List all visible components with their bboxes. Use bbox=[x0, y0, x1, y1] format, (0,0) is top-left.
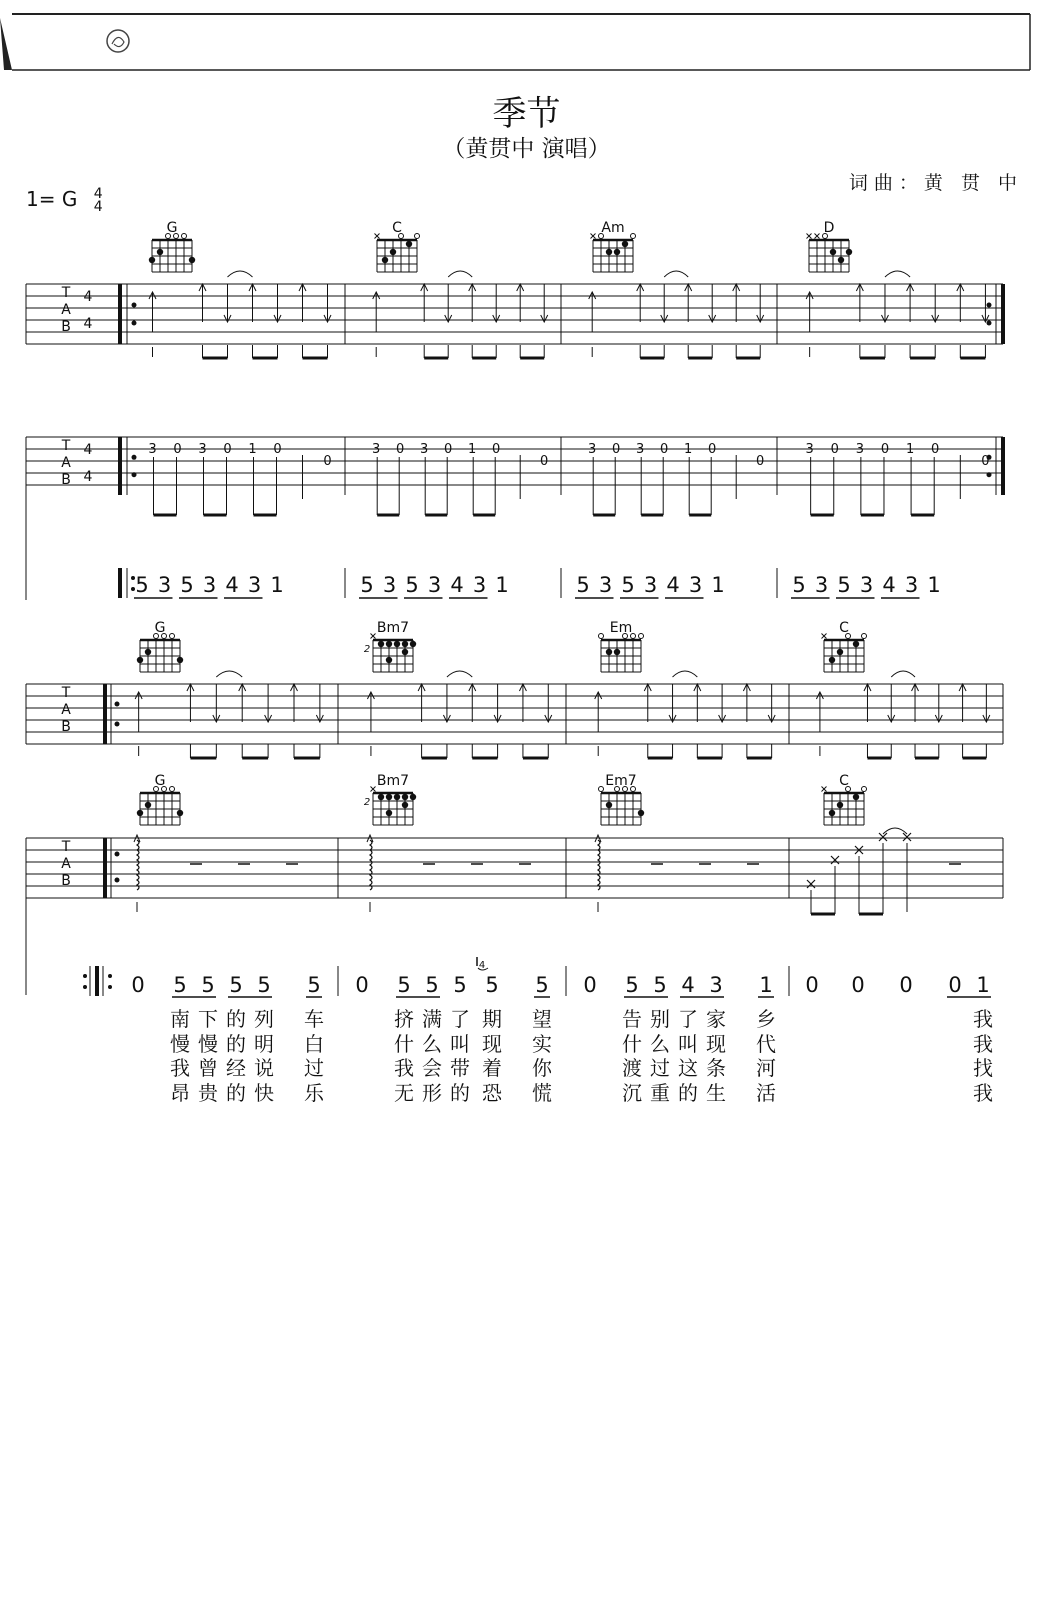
jianpu-note: 3 bbox=[904, 573, 919, 597]
lyric-char: 找 bbox=[973, 1056, 993, 1080]
tab-letter: B bbox=[61, 319, 71, 335]
chord-finger-dot bbox=[846, 249, 852, 255]
chord-name: D bbox=[823, 220, 835, 236]
jianpu-note: 1 bbox=[759, 973, 773, 997]
credits: 词曲：黄 贯 中 bbox=[848, 172, 1023, 194]
lyric-char: 南 bbox=[170, 1007, 190, 1031]
jianpu-note: 5 bbox=[180, 573, 194, 597]
lyric-char: 渡 bbox=[622, 1056, 642, 1080]
lyric-char: 带 bbox=[450, 1056, 470, 1080]
lyric-char: 沉 bbox=[622, 1080, 642, 1105]
tab-letter: T bbox=[61, 839, 71, 855]
lyric-char: 昂 bbox=[170, 1080, 190, 1105]
fret-number: 2 bbox=[363, 644, 371, 655]
fret-number: 2 bbox=[363, 797, 371, 808]
lyric-char: 告 bbox=[622, 1007, 642, 1031]
tab-letter: T bbox=[61, 285, 71, 301]
chord-name: G bbox=[154, 773, 166, 789]
tab-fret-number: 0 bbox=[931, 442, 940, 457]
tab-fret-number: 0 bbox=[323, 454, 332, 469]
chord-finger-dot bbox=[402, 641, 408, 647]
chord-finger-dot bbox=[838, 257, 844, 263]
chord-finger-dot bbox=[829, 810, 835, 816]
repeat-dot bbox=[132, 321, 137, 326]
chord-finger-dot bbox=[614, 249, 620, 255]
lyric-char: 乡 bbox=[756, 1007, 776, 1031]
lyric-char: 活 bbox=[756, 1080, 776, 1105]
tab-letter: A bbox=[61, 455, 71, 471]
jianpu-note: 0 bbox=[899, 973, 913, 997]
arpeggio-wave bbox=[137, 840, 139, 890]
jianpu-note: 5 bbox=[397, 973, 411, 997]
tab-time-top: 4 bbox=[83, 289, 93, 305]
jianpu-note: 1 bbox=[927, 573, 941, 597]
chord-finger-dot bbox=[614, 649, 620, 655]
tab-letter: A bbox=[61, 702, 71, 718]
jianpu-note: 1 bbox=[711, 573, 725, 597]
tab-fret-number: 3 bbox=[855, 442, 865, 457]
chord-finger-dot bbox=[149, 257, 155, 263]
lyric-char: 我 bbox=[973, 1007, 993, 1031]
jianpu-note: 5 bbox=[360, 573, 374, 597]
chord-finger-dot bbox=[402, 794, 408, 800]
tie bbox=[673, 671, 698, 677]
lyric-char: 条 bbox=[706, 1056, 726, 1080]
chord-finger-dot bbox=[622, 241, 628, 247]
tab-fret-number: 0 bbox=[708, 442, 717, 457]
tab-fret-number: 0 bbox=[540, 454, 549, 469]
chord-finger-dot bbox=[853, 794, 859, 800]
chord-finger-dot bbox=[402, 802, 408, 808]
jianpu-note: 4 bbox=[681, 973, 695, 997]
lyric-char: 什 bbox=[622, 1031, 642, 1056]
tab-letter: B bbox=[61, 472, 71, 488]
jianpu-note: 3 bbox=[472, 573, 487, 597]
tie bbox=[447, 671, 472, 677]
chord-finger-dot bbox=[177, 810, 183, 816]
chord-finger-dot bbox=[638, 810, 644, 816]
tab-time-bottom: 4 bbox=[83, 469, 93, 485]
jianpu-note: 3 bbox=[157, 573, 172, 597]
tab-letter: B bbox=[61, 873, 71, 889]
tie bbox=[448, 271, 472, 277]
repeat-dot bbox=[987, 472, 992, 477]
lyric-char: 慌 bbox=[532, 1080, 552, 1105]
lyric-char: 生 bbox=[706, 1080, 726, 1105]
repeat-dot bbox=[132, 303, 137, 308]
jianpu-note: 3 bbox=[427, 573, 442, 597]
jianpu-note: 5 bbox=[405, 573, 419, 597]
jianpu-note: 1 bbox=[495, 573, 509, 597]
tab-fret-number: 0 bbox=[223, 442, 232, 457]
chord-finger-dot bbox=[386, 657, 392, 663]
lyric-char: 我 bbox=[973, 1080, 993, 1105]
lyric-char: 的 bbox=[226, 1007, 246, 1031]
lyric-char: 你 bbox=[532, 1056, 552, 1080]
lyric-char: 着 bbox=[482, 1056, 502, 1080]
lyric-char: 么 bbox=[422, 1031, 442, 1056]
tab-fret-number: 0 bbox=[660, 442, 669, 457]
lyric-char: 的 bbox=[226, 1080, 246, 1105]
lyric-char: 恐 bbox=[482, 1080, 502, 1105]
arpeggio-wave bbox=[370, 840, 372, 890]
chord-finger-dot bbox=[837, 649, 843, 655]
chord-name: G bbox=[154, 620, 166, 636]
tab-fret-number: 1 bbox=[468, 442, 477, 457]
chord-finger-dot bbox=[378, 794, 384, 800]
jianpu-note: 0 bbox=[131, 973, 145, 997]
jianpu-note: 0 bbox=[948, 973, 962, 997]
chord-finger-dot bbox=[145, 802, 151, 808]
tab-letter: T bbox=[61, 685, 71, 701]
jianpu-note: 1 bbox=[270, 573, 284, 597]
jianpu-note: 5 bbox=[837, 573, 851, 597]
repeat-dot bbox=[83, 985, 87, 989]
jianpu-note: 5 bbox=[535, 973, 549, 997]
tie bbox=[885, 271, 910, 277]
lyric-char: 慢 bbox=[170, 1031, 190, 1056]
lyric-char: 河 bbox=[756, 1056, 776, 1080]
jianpu-note: 5 bbox=[653, 973, 667, 997]
chord-finger-dot bbox=[402, 649, 408, 655]
jianpu-note: 4 bbox=[666, 573, 680, 597]
jianpu-note: 3 bbox=[202, 573, 217, 597]
tab-fret-number: 0 bbox=[444, 442, 453, 457]
jianpu-note: 0 bbox=[851, 973, 865, 997]
jianpu-note: 3 bbox=[814, 573, 829, 597]
repeat-dot bbox=[83, 974, 87, 978]
tab-fret-number: 3 bbox=[588, 442, 597, 457]
lyric-char: 快 bbox=[254, 1080, 274, 1105]
tab-fret-number: 3 bbox=[805, 442, 814, 457]
jianpu-note: 5 bbox=[621, 573, 635, 597]
chord-finger-dot bbox=[137, 810, 143, 816]
jianpu-note: 5 bbox=[425, 973, 439, 997]
lyric-char: 挤 bbox=[394, 1007, 414, 1031]
tab-letter: A bbox=[61, 856, 71, 872]
tie bbox=[891, 671, 915, 677]
chord-finger-dot bbox=[137, 657, 143, 663]
chord-name: G bbox=[166, 220, 178, 236]
jianpu-note: 0 bbox=[583, 973, 597, 997]
tab-fret-number: 3 bbox=[372, 442, 381, 457]
tab-fret-number: 3 bbox=[420, 442, 429, 457]
lyric-char: 形 bbox=[422, 1080, 442, 1105]
chord-name: Bm7 bbox=[376, 773, 410, 789]
jianpu-note: 0 bbox=[805, 973, 819, 997]
chord-finger-dot bbox=[406, 241, 412, 247]
chord-finger-dot bbox=[829, 657, 835, 663]
lyric-char: 经 bbox=[226, 1056, 246, 1080]
chord-finger-dot bbox=[410, 794, 416, 800]
lyric-char: 重 bbox=[650, 1080, 670, 1105]
lyric-char: 我 bbox=[973, 1031, 993, 1056]
lyric-char: 满 bbox=[422, 1007, 442, 1031]
tab-letter: T bbox=[61, 438, 71, 454]
lyric-char: 过 bbox=[304, 1056, 324, 1080]
jianpu-note: 5 bbox=[453, 973, 467, 997]
chord-finger-dot bbox=[390, 249, 396, 255]
tie bbox=[216, 671, 242, 677]
repeat-dot bbox=[132, 455, 137, 460]
tab-fret-number: 0 bbox=[830, 442, 839, 457]
lyric-char: 贵 bbox=[198, 1080, 218, 1105]
lyric-char: 这 bbox=[678, 1056, 698, 1080]
chord-finger-dot bbox=[378, 641, 384, 647]
lyric-char: 的 bbox=[226, 1031, 246, 1056]
chord-finger-dot bbox=[157, 249, 163, 255]
key-label: 1= G bbox=[26, 187, 78, 211]
jianpu-note: 5 bbox=[792, 573, 806, 597]
lyric-char: 曾 bbox=[198, 1056, 218, 1080]
chord-finger-dot bbox=[606, 649, 612, 655]
lyric-char: 实 bbox=[532, 1031, 552, 1056]
jianpu-note: 1 bbox=[976, 973, 990, 997]
repeat-dot bbox=[108, 985, 112, 989]
grace-note: 4 bbox=[478, 960, 486, 971]
jianpu-note: 4 bbox=[882, 573, 896, 597]
tie bbox=[664, 271, 688, 277]
lyric-char: 家 bbox=[706, 1007, 726, 1031]
tab-fret-number: 0 bbox=[880, 442, 890, 457]
time-top: 4 bbox=[93, 185, 103, 202]
lyric-char: 的 bbox=[450, 1080, 470, 1105]
lyric-char: 下 bbox=[198, 1007, 218, 1031]
tab-fret-number: 1 bbox=[905, 442, 915, 457]
tie bbox=[228, 271, 253, 277]
repeat-dot bbox=[115, 878, 120, 883]
chord-name: Am bbox=[601, 220, 625, 236]
jianpu-note: 5 bbox=[576, 573, 590, 597]
chord-name: C bbox=[839, 773, 849, 789]
chord-finger-dot bbox=[853, 641, 859, 647]
lyric-char: 的 bbox=[678, 1080, 698, 1105]
jianpu-note: 5 bbox=[135, 573, 149, 597]
tab-fret-number: 0 bbox=[981, 454, 990, 469]
jianpu-note: 4 bbox=[225, 573, 239, 597]
lyric-char: 期 bbox=[482, 1007, 502, 1031]
lyric-char: 慢 bbox=[198, 1031, 218, 1056]
jianpu-note: 4 bbox=[450, 573, 464, 597]
tab-letter: A bbox=[61, 302, 71, 318]
chord-finger-dot bbox=[410, 641, 416, 647]
repeat-dot bbox=[115, 722, 120, 727]
tab-fret-number: 0 bbox=[273, 442, 282, 457]
tab-fret-number: 0 bbox=[756, 454, 765, 469]
lyric-char: 列 bbox=[254, 1007, 274, 1031]
lyric-char: 了 bbox=[450, 1007, 470, 1031]
tab-fret-number: 3 bbox=[198, 442, 207, 457]
jianpu-note: 5 bbox=[201, 973, 215, 997]
tab-fret-number: 0 bbox=[173, 442, 182, 457]
chord-name: Em bbox=[609, 620, 633, 636]
tab-letter: B bbox=[61, 719, 71, 735]
lyric-char: 无 bbox=[394, 1080, 414, 1105]
chord-finger-dot bbox=[386, 641, 392, 647]
jianpu-note: 3 bbox=[688, 573, 703, 597]
tab-fret-number: 0 bbox=[612, 442, 621, 457]
chord-finger-dot bbox=[606, 249, 612, 255]
tab-fret-number: 0 bbox=[492, 442, 501, 457]
lyric-char: 现 bbox=[482, 1031, 502, 1056]
repeat-dot bbox=[108, 974, 112, 978]
jianpu-note: 3 bbox=[247, 573, 262, 597]
lyric-char: 明 bbox=[254, 1031, 274, 1056]
song-title: 季节 bbox=[492, 94, 561, 134]
lyric-char: 什 bbox=[394, 1031, 414, 1056]
lyric-char: 别 bbox=[650, 1007, 670, 1031]
lyric-char: 现 bbox=[706, 1031, 726, 1056]
jianpu-note: 5 bbox=[173, 973, 187, 997]
chord-finger-dot bbox=[837, 802, 843, 808]
jianpu-note: 5 bbox=[257, 973, 271, 997]
tab-fret-number: 3 bbox=[636, 442, 645, 457]
lyric-char: 车 bbox=[304, 1007, 324, 1031]
lyric-char: 会 bbox=[422, 1056, 442, 1080]
arpeggio-wave bbox=[598, 840, 600, 890]
lyric-char: 我 bbox=[394, 1056, 414, 1080]
jianpu-note: 5 bbox=[229, 973, 243, 997]
jianpu-note: 3 bbox=[709, 973, 723, 997]
tab-time-top: 4 bbox=[83, 442, 93, 458]
lyric-char: 过 bbox=[650, 1056, 670, 1080]
jianpu-note: 5 bbox=[485, 973, 499, 997]
jianpu-note: 3 bbox=[643, 573, 658, 597]
chord-finger-dot bbox=[606, 802, 612, 808]
chord-finger-dot bbox=[386, 810, 392, 816]
jianpu-note: 5 bbox=[625, 973, 639, 997]
time-bottom: 4 bbox=[93, 198, 103, 215]
tab-fret-number: 0 bbox=[396, 442, 405, 457]
chord-finger-dot bbox=[394, 794, 400, 800]
repeat-dot bbox=[132, 472, 137, 477]
lyric-char: 么 bbox=[650, 1031, 670, 1056]
jianpu-note: 3 bbox=[598, 573, 613, 597]
repeat-dot bbox=[987, 321, 992, 326]
chord-finger-dot bbox=[830, 249, 836, 255]
lyric-char: 叫 bbox=[450, 1031, 470, 1056]
jianpu-note: 3 bbox=[382, 573, 397, 597]
lyric-char: 了 bbox=[678, 1007, 698, 1031]
lyric-char: 说 bbox=[254, 1056, 274, 1080]
chord-finger-dot bbox=[382, 257, 388, 263]
jianpu-note: 5 bbox=[307, 973, 321, 997]
repeat-dot bbox=[115, 702, 120, 707]
jianpu-note: 3 bbox=[859, 573, 874, 597]
lyric-char: 代 bbox=[756, 1031, 776, 1056]
chord-name: C bbox=[839, 620, 849, 636]
chord-name: C bbox=[392, 220, 402, 236]
chord-finger-dot bbox=[145, 649, 151, 655]
chord-name: Bm7 bbox=[376, 620, 410, 636]
chord-finger-dot bbox=[394, 641, 400, 647]
lyric-char: 我 bbox=[170, 1056, 190, 1080]
lyric-char: 白 bbox=[304, 1031, 324, 1056]
chord-finger-dot bbox=[177, 657, 183, 663]
chord-finger-dot bbox=[189, 257, 195, 263]
lyric-char: 乐 bbox=[304, 1080, 324, 1105]
tab-fret-number: 1 bbox=[248, 442, 257, 457]
tab-fret-number: 1 bbox=[684, 442, 693, 457]
lyric-char: 叫 bbox=[678, 1031, 698, 1056]
tab-fret-number: 3 bbox=[148, 442, 157, 457]
chord-name: Em7 bbox=[605, 773, 637, 789]
repeat-dot bbox=[987, 303, 992, 308]
chord-finger-dot bbox=[386, 794, 392, 800]
lyric-char: 望 bbox=[532, 1007, 552, 1031]
tab-time-bottom: 4 bbox=[83, 316, 93, 332]
repeat-dot bbox=[115, 852, 120, 857]
song-subtitle: （黄贯中 演唱） bbox=[442, 136, 611, 162]
jianpu-note: 0 bbox=[355, 973, 369, 997]
